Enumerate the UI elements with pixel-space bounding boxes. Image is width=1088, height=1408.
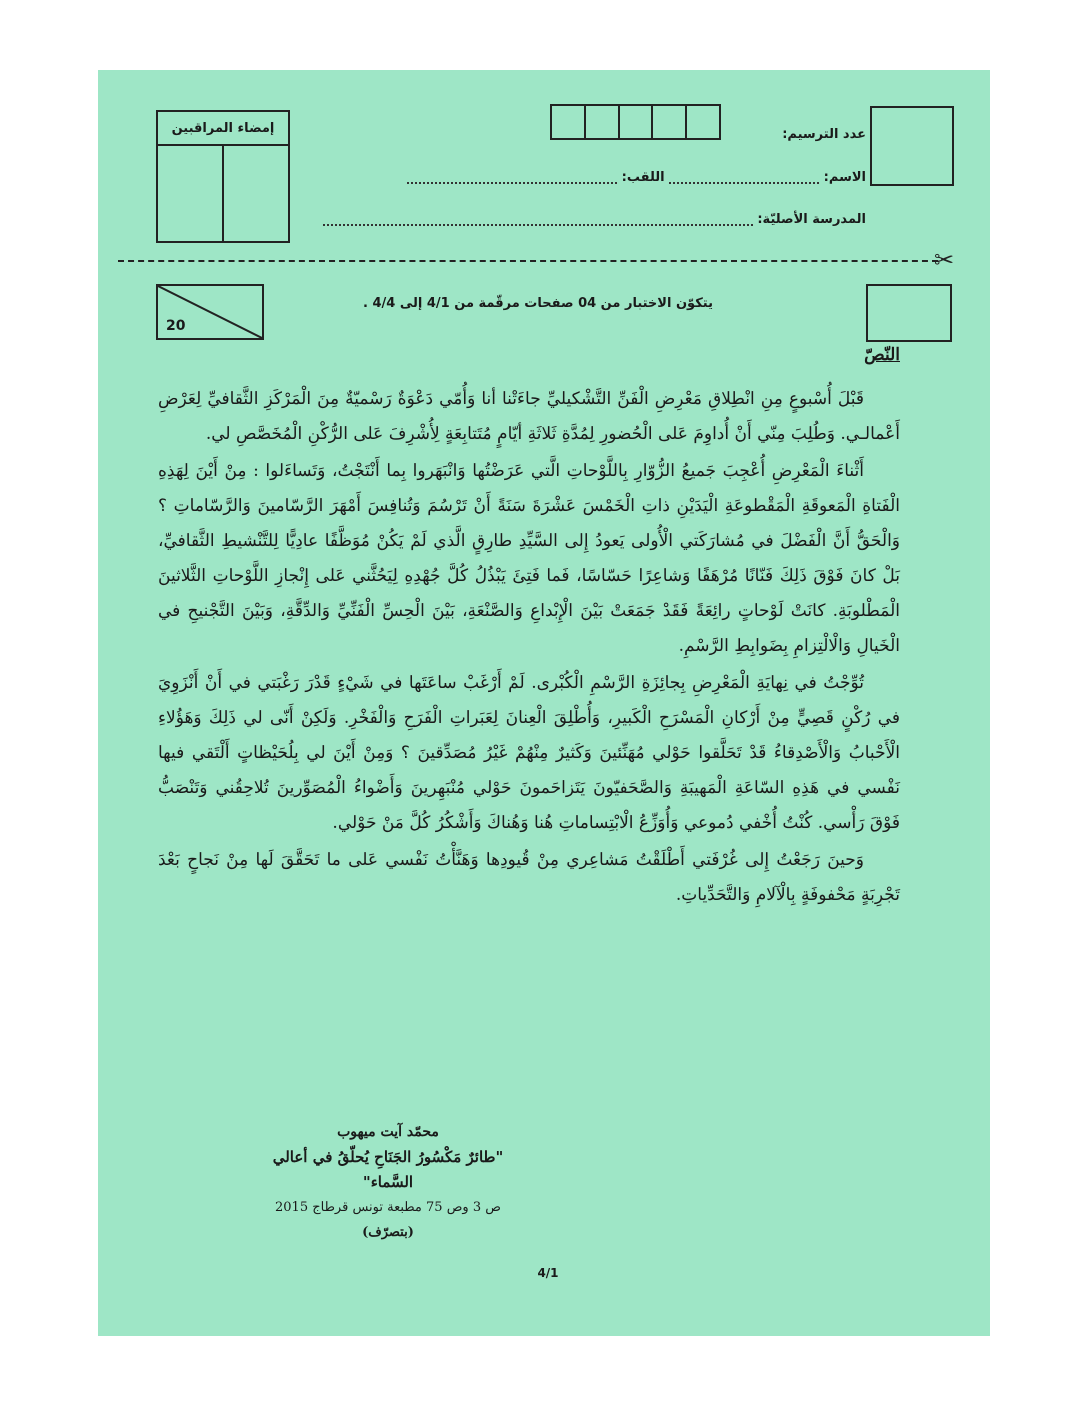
registration-row (782, 127, 866, 142)
adapted-note: (بتصرّف) (362, 1225, 414, 1240)
exam-sheet (98, 70, 990, 1336)
paragraph: تُوِّجْتُ في نِهايَةِ الْمَعْرِضِ بِجائِزَةِ الرَّسْمِ الْكُبْرى. لَمْ أَرْغَبْ ساعَتَها في شَيْءٍ قَدْرَ رَغْبَتي في أَنْ أَنْزَوِيَ في رُكْنٍ قَصِيٍّ مِنْ أَرْكانِ الْمَسْرَحِ الْكَبيرِ، وَأُطْلِقَ الْعِنانَ لِعَبَراتِ الْفَرَحِ وَالْفَخْرِ. وَلَكِنْ أَنّى لي ذَلِكَ وَهَؤُلاءِ الْأَحْبابُ وَالْأَصْدِقاءُ قَدْ تَحَلَّقوا حَوْلي مُهَنِّئينَ وَكَثيرٌ مِنْهُمْ غَيْرُ مُصَدِّقينَ ؟ وَمِنْ أَيْنَ لي بِلُحَيْظاتٍ أَلْتَقي فيها نَفْسي في هَذِهِ السّاعَةِ الْمَهيبَةِ وَالصَّحَفيّونَ يَتَزاحَمونَ حَوْلي مُنْبَهِرينَ وَأَضْواءُ الْمُصَوِّرينَ تُلاحِقُني وَتَنْصَبُّ فَوْقَ رَأْسي. كُنْتُ أُخْفي دُموعي وَأُوَزِّعُ الْابْتِساماتِ هُنا وَهُناكَ وَأَشْكُرُ كُلَّ مَنْ حَوْلي. (158, 673, 900, 833)
proctors-label: إمضاء المراقبين (158, 112, 288, 146)
publisher-info: ص 3 وص 75 مطبعة تونس قرطاج 2015 (275, 1200, 501, 1215)
proctor-divider (222, 144, 224, 241)
code-box[interactable] (866, 284, 952, 342)
school-row (323, 212, 866, 227)
digit-cell[interactable] (618, 106, 652, 138)
school-field[interactable] (323, 214, 753, 226)
cut-line (118, 260, 938, 262)
digit-cell[interactable] (651, 106, 685, 138)
scissors-icon: ✂ (934, 246, 955, 274)
source-block (248, 1120, 528, 1245)
exam-notice: يتكوّن الاختبار من 04 صفحات مرقّمة من 4/1 إلى 4/4 . (363, 296, 713, 311)
name-label: الاسم: (823, 170, 866, 185)
name-field[interactable] (669, 172, 819, 184)
paragraph: وَحينَ رَجَعْتُ إِلى غُرْفَتي أَطْلَقْتُ مَشاعِري مِنْ قُيودِها وَهَنَّأْتُ نَفْسي عَلى ما تَحَقَّقَ لَها مِنْ نَجاحٍ بَعْدَ تَجْرِبَةٍ مَحْفوفَةٍ بِالْآلامِ وَالتَّحَدِّياتِ. (158, 850, 900, 905)
score-max: 20 (166, 318, 186, 334)
score-box (156, 284, 264, 340)
school-label: المدرسة الأصليّة: (757, 212, 866, 227)
page-number: 4/1 (537, 1266, 559, 1280)
digit-cell[interactable] (685, 106, 719, 138)
author-name: محمّد آيت ميهوب (337, 1124, 439, 1140)
proctors-signature-box (156, 110, 290, 243)
book-title: "طائرٌ مَكْسُورُ الجَنَاحِ يُحلّقُ في أعالي السَّماء" (272, 1148, 504, 1191)
paragraph: أَثْناءَ الْمَعْرِضِ أُعْجِبَ جَميعُ الزُّوّارِ بِاللَّوْحاتِ الَّتي عَرَضْتُها وَانْبَهَروا بِما أَنْتَجْتُ، وَتَساءَلوا : مِنْ أَيْنَ لِهَذِهِ الْفَتاةِ الْمَعوقَةِ الْمَقْطوعَةِ الْيَدَيْنِ ذاتِ الْخَمْسَ عَشْرَةَ سَنَةً أَنْ تَرْسُمَ وَتُنافِسَ أَمْهَرَ الرَّسّامينَ وَالرَّسّاماتِ ؟ وَالْحَقُّ أَنَّ الْفَضْلَ في مُشارَكَتي الْأُولى يَعودُ إِلى السَّيِّدِ طارِقٍ الَّذي لَمْ يَكُنْ مُوَظَّفًا عادِيًّا لِلتَّنْشيطِ الثَّقافيِّ، بَلْ كانَ فَوْقَ ذَلِكَ فَنّانًا مُرْهَفًا وَشاعِرًا حَسّاسًا، فَما فَتِئَ يَبْذُلُ كُلَّ جُهْدِهِ لِيَحُثَّني عَلى إِنْجازِ اللَّوْحاتِ الثَّلاثينَ الْمَطْلوبَةِ. كانَتْ لَوْحاتٍ رائِعَةً فَقَدْ جَمَعَتْ بَيْنَ الْإِبْداعِ وَالصَّنْعَةِ، بَيْنَ الْحِسِّ الْفَنِّيِّ وَالدِّقَّةِ، وَبَيْنَ التَّجْنيحِ في الْخَيالِ وَالْالْتِزامِ بِضَوابِطِ الرَّسْمِ. (158, 461, 900, 656)
student-id-box[interactable] (870, 106, 954, 186)
registration-digits[interactable] (550, 104, 721, 140)
surname-field[interactable] (407, 172, 617, 184)
name-row (407, 170, 866, 185)
passage-title: النّصّ (864, 345, 900, 365)
registration-label: عدد الترسيم: (782, 127, 866, 142)
surname-label: اللقب: (621, 170, 665, 185)
digit-cell[interactable] (552, 106, 584, 138)
digit-cell[interactable] (584, 106, 618, 138)
paragraph: قَبْلَ أُسْبوعٍ مِنِ انْطِلاقِ مَعْرِضِ الْفَنِّ التَّشْكيليِّ جاءَتْنا أنا وَأُمّي دَعْوَةٌ رَسْميّةٌ مِنَ الْمَرْكَزِ الثَّقافيِّ لِعَرْضِ أَعْمالـي. وَطُلِبَ مِنّي أَنْ أُداوِمَ عَلى الْحُضورِ لِمُدَّةِ ثَلاثَةِ أيّامٍ مُتَتابِعَةٍ لِأُشْرِفَ عَلى الرُّكْنِ الْمُخَصَّصِ لي. (158, 389, 900, 444)
passage-text (158, 382, 900, 915)
